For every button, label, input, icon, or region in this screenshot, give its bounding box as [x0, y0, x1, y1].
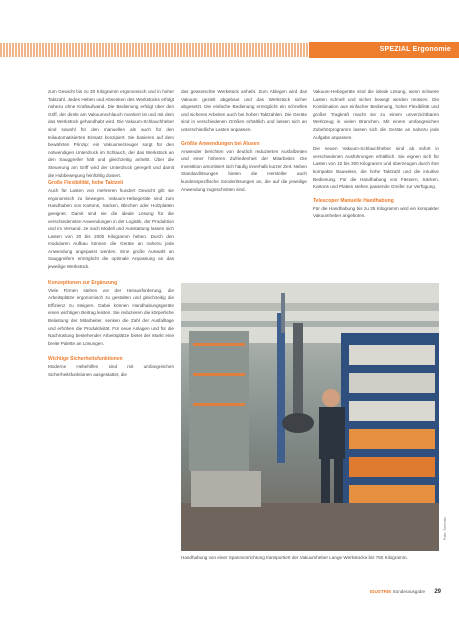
paragraph: Für die Handhabung bis zu 25 Kilogramm wird ein kompakter Vakuumheber angeboten.	[313, 205, 439, 219]
paragraph: Auch für Lasten von mehreren hundert Gewicht gilt: sie ergonomisch zu bewegen. Vakuum-Hebegeräte sind zum Handhaben von Kartons, Säcken, Blechen oder Holzplatten geeignet. Damit sind sie die ideale Lösung für die verschiedensten Anwendungen in der Logistik, der Produktion und im Versand. Je nach Modell und Ausstattung lassen sich Lasten von 20 bis 2000 Kilogramm heben. Durch den modularen Aufbau können die Geräte an nahezu jede Anwendung angepasst werden. Eine große Auswahl an Sauggreifern ermöglicht die optimale Anpassung an das jeweilige Werkstück.	[48, 188, 174, 270]
subheading: Wichtige Sicherheitsfunktionen	[48, 356, 123, 363]
text-column-right	[313, 88, 439, 220]
paragraph: Die neuen Vakuum-Schlauchheber sind ab sofort in verschiedenen Ausführungen erhältlich. Sie eignen sich für Lasten von 10 bis 300 Kilogramm und überzeugen durch ihre kompakte Bauweise, die hohe Taktzahl und die intuitive Bedienung. Für die Handhabung von Fässern, Säcken, Kartons und Platten stehen passende Greifer zur Verfügung.	[313, 146, 439, 190]
photo-caption: Handhabung von einer Spannvorrichtung transportiert der Vakuumheber Lange Werkstücke bis 750 Kilogramm.	[181, 555, 408, 560]
paragraph: Vakuum-Hebegeräte sind die ideale Lösung, wenn schwere Lasten schnell und sicher bewegt werden müssen. Die Kombination aus einfacher Bedienung, hoher Flexibilität und großer Tragkraft macht sie zu einem unverzichtbaren Werkzeug in vielen Branchen. Mit einem umfangreichen Zubehörprogramm lassen sich die Geräte an nahezu jede Aufgabe anpassen.	[313, 89, 439, 140]
page-footer	[370, 589, 441, 595]
paragraph: Moderne Hebehilfen sind mit umfangreichen Sicherheitsfunktionen ausgestattet, die	[48, 364, 174, 377]
header-stripe-band	[0, 43, 309, 57]
paragraph: das gewünschte Werkstück anhebt. Zum Ablegen wird das Vakuum gezielt abgebaut und das Werkstück sicher abgesetzt. Die einfache Bedienung ermöglicht ein schnelles und sicheres Arbeiten auch bei hohen Taktzahlen. Die Geräte sind in verschiedenen Größen erhältlich und lassen sich an unterschiedliche Lasten anpassen.	[181, 89, 307, 132]
paragraph: Anwender berichten von deutlich reduzierten Ausfallzeiten und einer höheren Zufriedenheit der Mitarbeiter. Die Investition amortisiert sich häufig innerhalb kurzer Zeit. Neben Standardlösungen bieten die Hersteller auch kundenspezifische Sonderlösungen an, die auf die jeweilige Anwendung zugeschnitten sind.	[181, 148, 307, 192]
text-column-left	[48, 88, 174, 379]
subheading: Größte Anwendungen bei Alusen	[181, 140, 260, 147]
warehouse-illustration	[181, 283, 439, 551]
section-label: SPEZIAL Ergonomie	[309, 42, 459, 58]
subheading: Große Flexibilität, hohe Taktzeit	[48, 180, 124, 187]
paragraph: Viele Firmen stehen vor der Herausforderung, die Arbeitsplätze ergonomisch zu gestalten und gleichzeitig die Effizienz zu steigern. Dabei können Handhabungsgeräte einen wichtigen Beitrag leisten. Sie reduzieren die körperliche Belastung der Mitarbeiter, senken die Zahl der Ausfalltage und erhöhen die Produktivität. Für neue Anlagen und für die Nachrüstung bestehender Arbeitsplätze bietet der Markt eine breite Palette an Lösungen.	[48, 287, 174, 346]
footer-issue: Sonderausgabe	[392, 589, 426, 594]
text-column-middle	[181, 88, 307, 193]
footer-brand: IDUSTRIE	[369, 589, 392, 594]
photo-credit: Foto: Schmalz	[443, 517, 447, 540]
warehouse-photo	[181, 283, 439, 551]
paragraph: zum Gewicht bis zu 30 Kilogramm ergonomisch und in hoher Taktzahl. Jedes Heben und Absenken des Werkstücks erfolgt nahezu ohne Kraftaufwand. Die Bedienung erfolgt über den Griff, der direkt am Vakuumschlauch montiert ist und mit dem das Werkstück gehandhabt wird. Die Vakuum-Schlauchheber sind sowohl für den manuellen als auch für den teilautomatisierten Einsatz konzipiert. Sie basieren auf dem bewährten Prinzip: ein Vakuumerzeuger sorgt für den notwendigen Unterdruck im Schlauch, der das Werkstück an den Sauggreifer hält und gleichzeitig anhebt. Über die Steuerung am Griff wird der Unterdruck geregelt und damit die Hubbewegung feinfühlig dosiert.	[48, 89, 174, 178]
subheading: Telescoper Manuelle Handhabung	[313, 197, 394, 204]
subheading: Konzeptionen zur Ergänzung	[48, 279, 118, 286]
page-number: 29	[434, 589, 441, 595]
